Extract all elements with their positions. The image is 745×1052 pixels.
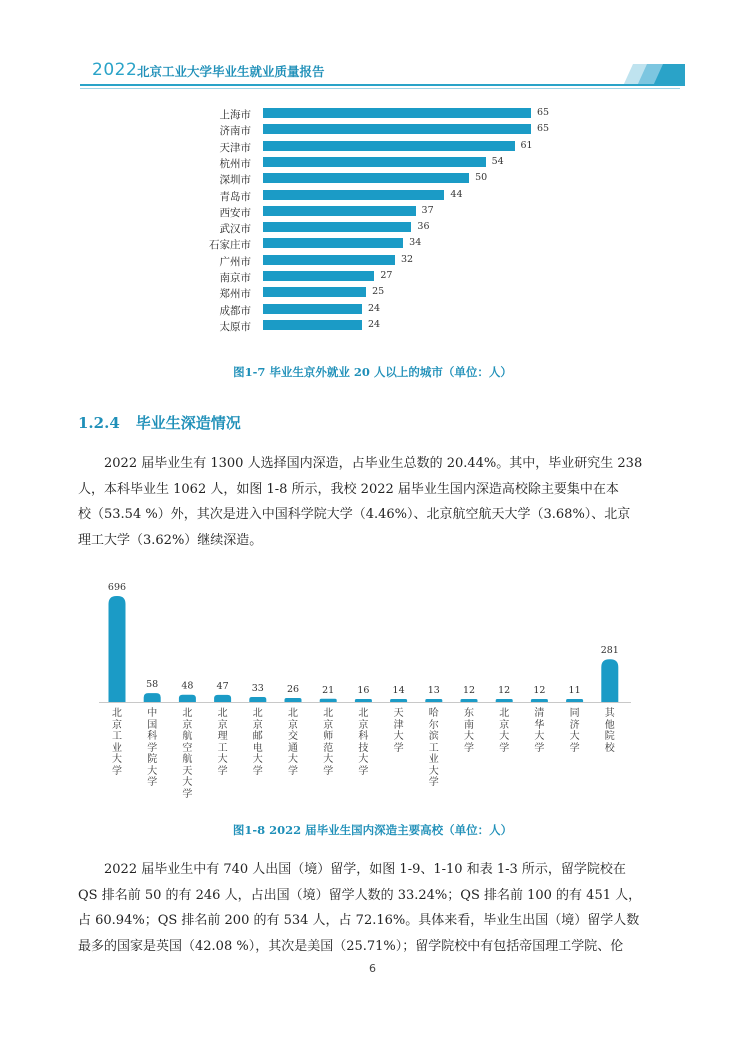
vbar-category-label: 同济大学 xyxy=(569,708,580,754)
vbar-bar xyxy=(214,695,231,702)
hbar-category-label: 杭州市 xyxy=(219,157,251,170)
vbar-bar xyxy=(285,698,302,702)
hbar-value-label: 54 xyxy=(491,155,504,167)
vbar-category-label: 北京航空航天大学 xyxy=(182,708,193,800)
vbar-category-label: 天津大学 xyxy=(393,708,404,754)
hbar-value-label: 61 xyxy=(520,139,533,151)
vbar-category-label: 其他院校 xyxy=(604,708,615,754)
hbar-value-label: 25 xyxy=(372,286,385,298)
vbar-value-label: 58 xyxy=(146,679,159,691)
paragraph-line: 人，本科毕业生 1062 人，如图 1-8 所示，我校 2022 届毕业生国内深造高校除主要集中在本 xyxy=(78,481,619,497)
paragraph-line: 占 60.94%；QS 排名前 200 的有 534 人，占 72.16%。具体来看，毕业生出国（境）留学人数 xyxy=(78,913,640,928)
hbar-value-label: 24 xyxy=(367,318,381,330)
vbar-value-label: 12 xyxy=(498,685,511,696)
vbar-bar xyxy=(249,697,266,702)
vbar-value-label: 33 xyxy=(251,682,264,694)
header-year: 2022 xyxy=(92,60,138,80)
hbar-category-label: 西安市 xyxy=(219,206,251,219)
hbar-bar xyxy=(263,287,366,297)
hbar-value-label: 44 xyxy=(450,188,463,200)
header-rule-thin xyxy=(80,88,680,89)
hbar-bar xyxy=(263,320,362,330)
hbar-category-label: 深圳市 xyxy=(219,174,251,187)
hbar-row xyxy=(215,122,595,138)
vbar-category-label: 北京科技大学 xyxy=(358,708,369,777)
hbar-value-label: 27 xyxy=(380,270,393,281)
hbar-bar xyxy=(263,255,395,265)
paragraph-line: 2022 届毕业生有 1300 人选择国内深造，占毕业生总数的 20.44%。其中，毕业研究生 238 xyxy=(104,456,643,471)
vbar-bar xyxy=(601,659,618,702)
hbar-row xyxy=(215,220,595,236)
hbar-bar xyxy=(263,124,531,134)
vbar-value-label: 11 xyxy=(568,685,581,696)
hbar-value-label: 65 xyxy=(537,123,550,135)
vbar-value-label: 26 xyxy=(286,684,300,696)
hbar-category-label: 太原市 xyxy=(219,320,251,333)
paragraph-line: 2022 届毕业生中有 740 人出国（境）留学，如图 1-9、1-10 和表 1-3 所示，留学院校在 xyxy=(104,862,626,877)
vbar-value-label: 696 xyxy=(107,582,127,593)
vbar-bar xyxy=(179,695,196,702)
hbar-row xyxy=(215,269,595,285)
vbar-value-label: 12 xyxy=(462,685,476,696)
vbar-plot-area xyxy=(95,575,635,705)
hbar-row xyxy=(215,285,595,301)
paragraph-study-abroad xyxy=(78,857,668,959)
hbar-row xyxy=(215,171,595,187)
hbar-value-label: 65 xyxy=(537,107,550,118)
paragraph-line: 校（53.54 %）外，其次是进入中国科学院大学（4.46%）、北京航空航天大学（3.68%）、北京 xyxy=(78,507,631,522)
hbar-category-label: 成都市 xyxy=(219,304,251,317)
vbar-value-label: 48 xyxy=(181,680,194,692)
hbar-row xyxy=(215,188,595,204)
hbar-bar xyxy=(263,173,469,183)
paragraph-line: 理工大学（3.62%）继续深造。 xyxy=(78,532,263,548)
vbar-bar xyxy=(355,699,372,702)
vbar-bar xyxy=(320,699,337,702)
vbar-value-label: 13 xyxy=(427,685,440,696)
hbar-row xyxy=(209,236,595,252)
hbar-row xyxy=(215,155,595,171)
vbar-value-label: 281 xyxy=(600,645,619,657)
hbar-value-label: 37 xyxy=(421,204,434,216)
hbar-row xyxy=(215,106,595,122)
hbar-value-label: 50 xyxy=(475,172,488,184)
hbar-category-label: 广州市 xyxy=(219,255,251,268)
vbar-bar xyxy=(144,693,161,702)
vbar-category-label: 北京邮电大学 xyxy=(252,708,263,777)
header-decoration xyxy=(615,64,685,86)
vbar-value-label: 16 xyxy=(357,685,370,696)
vbar-bar xyxy=(425,699,442,702)
header-title: 北京工业大学毕业生就业质量报告 xyxy=(137,64,325,79)
hbar-value-label: 24 xyxy=(367,302,381,314)
vbar-category-label: 哈尔滨工业大学 xyxy=(428,708,439,788)
figure-caption-1-7: 图1-7 毕业生京外就业 20 人以上的城市（单位：人） xyxy=(233,365,512,379)
vbar-category-label: 北京工业大学 xyxy=(112,708,122,777)
vbar-category-label: 北京理工大学 xyxy=(217,708,228,777)
hbar-category-label: 济南市 xyxy=(219,125,251,138)
hbar-value-label: 36 xyxy=(417,221,430,233)
domestic-study-universities-chart xyxy=(95,575,635,805)
header-rule xyxy=(80,84,680,86)
hbar-category-label: 武汉市 xyxy=(219,223,251,236)
hbar-row xyxy=(215,139,595,155)
paragraph-line: QS 排名前 50 的有 246 人，占出国（境）留学人数的 33.24%；QS 排名前 100 的有 451 人， xyxy=(78,887,642,903)
vbar-category-label: 北京交通大学 xyxy=(288,708,298,777)
figure-caption-1-8: 图1-8 2022 届毕业生国内深造主要高校（单位：人） xyxy=(232,823,513,837)
section-number: 1.2.4 xyxy=(78,414,120,432)
hbar-row xyxy=(215,318,595,334)
hbar-bar xyxy=(263,141,515,151)
vbar-bar xyxy=(390,699,407,702)
hbar-value-label: 34 xyxy=(409,237,422,249)
hbar-category-label: 天津市 xyxy=(219,141,251,154)
hbar-category-label: 石家庄市 xyxy=(209,239,251,252)
hbar-bar xyxy=(263,108,531,118)
vbar-category-label: 中国科学院大学 xyxy=(147,708,158,788)
vbar-value-label: 14 xyxy=(392,685,405,696)
hbar-category-label: 上海市 xyxy=(219,109,251,121)
vbar-category-label: 清华大学 xyxy=(534,708,545,754)
page-number: 6 xyxy=(369,962,376,975)
hbar-bar xyxy=(263,304,362,314)
vbar-bar xyxy=(531,699,548,702)
section-heading xyxy=(78,412,241,433)
hbar-category-label: 青岛市 xyxy=(219,190,251,203)
vbar-bar xyxy=(461,699,478,702)
section-title: 毕业生深造情况 xyxy=(135,414,241,432)
page-header xyxy=(0,0,745,90)
hbar-category-label: 郑州市 xyxy=(219,288,251,301)
vbar-value-label: 12 xyxy=(533,685,546,696)
hbar-category-label: 南京市 xyxy=(219,272,251,284)
hbar-bar xyxy=(263,271,374,281)
hbar-row xyxy=(215,302,595,318)
hbar-bar xyxy=(263,238,403,248)
paragraph-line: 最多的国家是英国（42.08 %），其次是美国（25.71%）；留学院校中有包括帝国理工学院、伦 xyxy=(78,938,624,954)
hbar-bar xyxy=(263,222,411,232)
hbar-bar xyxy=(263,206,416,216)
vbar-category-label: 东南大学 xyxy=(464,708,474,754)
paragraph-further-study xyxy=(78,451,668,553)
vbar-bar xyxy=(109,596,126,702)
city-employment-bar-chart xyxy=(209,106,595,336)
hbar-row xyxy=(215,204,595,220)
vbar-category-label: 北京师范大学 xyxy=(323,708,334,777)
vbar-category-label: 北京大学 xyxy=(499,708,510,754)
vbar-value-label: 47 xyxy=(216,680,229,692)
vbar-bar xyxy=(496,699,513,702)
vbar-bar xyxy=(566,699,583,702)
hbar-value-label: 32 xyxy=(400,253,414,265)
vbar-value-label: 21 xyxy=(322,684,335,696)
hbar-row xyxy=(215,253,595,269)
hbar-bar xyxy=(263,157,486,167)
hbar-bar xyxy=(263,190,444,200)
